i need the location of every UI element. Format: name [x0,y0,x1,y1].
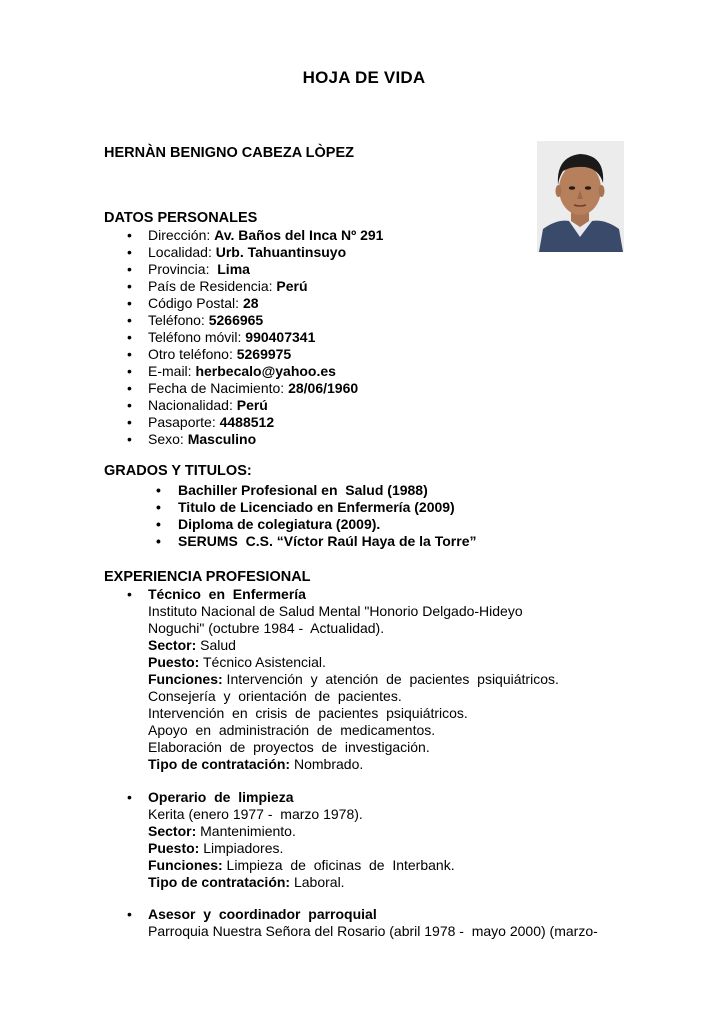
list-item: • Sexo: Masculino [127,431,257,447]
document-title: HOJA DE VIDA [302,68,426,87]
job-title: Técnico en Enfermería [148,586,306,602]
bullet-icon: • [156,533,161,549]
job-entry [127,789,455,891]
bullet-icon: • [127,346,132,362]
list-item: • Localidad: Urb. Tahuantinsuyo [127,244,347,260]
list-item: • País de Residencia: Perú [127,278,308,294]
bullet-icon: • [127,586,132,602]
datos-personales-list [127,227,384,448]
bullet-icon: • [156,516,161,532]
bullet-icon: • [127,414,132,430]
job-funcion: Apoyo en administración de medicamentos. [148,722,436,738]
list-item: • Teléfono móvil: 990407341 [127,329,316,345]
job-entry [127,906,598,940]
portrait-image [537,141,624,252]
bullet-icon: • [127,312,132,328]
job-puesto: Puesto: Técnico Asistencial. [148,654,326,670]
list-item: • Pasaporte: 4488512 [127,414,275,430]
job-puesto: Puesto: Limpiadores. [148,840,284,856]
list-item: • Código Postal: 28 [127,295,259,311]
applicant-name: HERNÀN BENIGNO CABEZA LÒPEZ [104,145,354,161]
list-item: • SERUMS C.S. “Víctor Raúl Haya de la Torre” [156,533,477,549]
bullet-icon: • [127,906,132,922]
bullet-icon: • [156,499,161,515]
job-funcion: Consejería y orientación de pacientes. [148,688,402,704]
grados-list [156,482,477,550]
bullet-icon: • [127,363,132,379]
experiencia-heading: EXPERIENCIA PROFESIONAL [104,569,311,585]
datos-personales-heading: DATOS PERSONALES [104,210,258,226]
applicant-photo [537,141,624,252]
bullet-icon: • [127,244,132,260]
bullet-icon: • [127,431,132,447]
list-item: • Dirección: Av. Baños del Inca Nº 291 [127,227,384,243]
list-item: • Titulo de Licenciado en Enfermería (2009) [156,499,455,515]
job-place: Parroquia Nuestra Señora del Rosario (abril 1978 - mayo 2000) (marzo- [148,923,598,939]
bullet-icon: • [127,789,132,805]
bullet-icon: • [127,295,132,311]
list-item: • Bachiller Profesional en Salud (1988) [156,482,428,498]
job-funcion: Intervención en crisis de pacientes psiquiátricos. [148,705,468,721]
job-title: Asesor y coordinador parroquial [148,906,377,922]
bullet-icon: • [127,227,132,243]
bullet-icon: • [127,329,132,345]
job-entry [127,586,559,773]
grados-heading: GRADOS Y TITULOS: [104,463,252,479]
job-funciones: Funciones: Intervención y atención de pacientes psiquiátricos. [148,671,559,687]
list-item: • Provincia: Lima [127,261,250,277]
list-item: • Teléfono: 5266965 [127,312,264,328]
job-title: Operario de limpieza [148,789,294,805]
job-sector: Sector: Salud [148,637,236,653]
bullet-icon: • [156,482,161,498]
bullet-icon: • [127,261,132,277]
job-contrato: Tipo de contratación: Nombrado. [148,756,364,772]
job-contrato: Tipo de contratación: Laboral. [148,874,345,890]
bullet-icon: • [127,380,132,396]
job-place: Noguchi" (octubre 1984 - Actualidad). [148,620,385,636]
list-item: • Otro teléfono: 5269975 [127,346,292,362]
bullet-icon: • [127,278,132,294]
job-place: Instituto Nacional de Salud Mental "Honorio Delgado-Hideyo [148,603,523,619]
bullet-icon: • [127,397,132,413]
list-item: • E-mail: herbecalo@yahoo.es [127,363,336,379]
job-funciones: Funciones: Limpieza de oficinas de Interbank. [148,857,455,873]
job-funcion: Elaboración de proyectos de investigación. [148,739,430,755]
list-item: • Fecha de Nacimiento: 28/06/1960 [127,380,359,396]
job-sector: Sector: Mantenimiento. [148,823,296,839]
list-item: • Diploma de colegiatura (2009). [156,516,381,532]
list-item: • Nacionalidad: Perú [127,397,268,413]
job-place: Kerita (enero 1977 - marzo 1978). [148,806,363,822]
